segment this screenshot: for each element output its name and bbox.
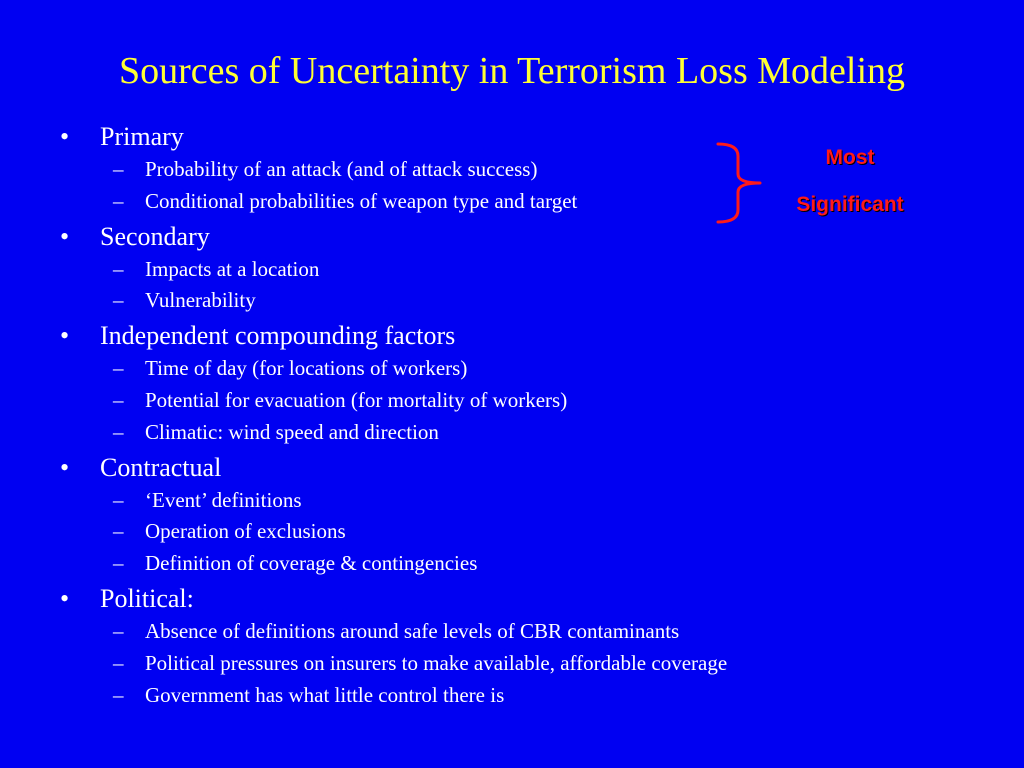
bullet-item [58, 220, 958, 254]
sub-item [58, 516, 958, 548]
section-political [58, 582, 958, 711]
sub-item-text: ‘Event’ definitions [145, 487, 302, 512]
dash-marker: – [113, 419, 124, 444]
dash-marker: – [113, 256, 124, 281]
bullet-dot: • [60, 321, 70, 351]
sub-item-text: Operation of exclusions [145, 519, 346, 544]
bullet-item [58, 319, 958, 353]
dash-marker: – [113, 487, 124, 512]
section-contractual [58, 451, 958, 580]
dash-marker: – [113, 288, 124, 313]
annotation-significant: Significant [796, 193, 904, 216]
sub-item-text: Conditional probabilities of weapon type and target [145, 188, 578, 213]
sub-list [58, 485, 958, 580]
sub-list [58, 616, 958, 711]
sub-item-text: Probability of an attack (and of attack success) [145, 157, 538, 181]
dash-marker: – [113, 157, 124, 181]
bullet-label: Contractual [100, 452, 222, 482]
bullet-item [58, 582, 958, 616]
sub-item-text: Absence of definitions around safe levels of CBR contaminants [145, 618, 680, 643]
sub-item [58, 254, 958, 286]
dash-marker: – [113, 188, 124, 213]
sub-item-text: Potential for evacuation (for mortality of workers) [145, 387, 568, 412]
bullet-label: Independent compounding factors [100, 321, 456, 351]
dash-marker: – [113, 519, 124, 544]
sub-list [58, 254, 958, 318]
sub-item [58, 616, 958, 648]
sub-item-text: Government has what little control there is [145, 682, 505, 707]
bullet-label: Political: [100, 583, 194, 613]
sub-item [58, 417, 958, 449]
sub-list [58, 353, 958, 448]
sub-item-text: Time of day (for locations of workers) [145, 356, 468, 381]
sub-item [58, 485, 958, 517]
sub-item [58, 680, 958, 712]
bullet-dot: • [60, 221, 70, 251]
bullet-dot: • [60, 583, 70, 613]
dash-marker: – [113, 356, 124, 381]
dash-marker: – [113, 650, 124, 675]
sub-item [58, 285, 958, 317]
sub-item-text: Impacts at a location [145, 256, 320, 281]
slide-title: Sources of Uncertainty in Terrorism Loss Modeling [118, 50, 906, 92]
sub-item [58, 385, 958, 417]
curly-brace-icon [712, 140, 764, 226]
dash-marker: – [113, 387, 124, 412]
bullet-label: Secondary [100, 221, 210, 251]
bullet-item [58, 451, 958, 485]
annotation-most: Most [825, 146, 875, 169]
section-independent-factors [58, 319, 958, 448]
sub-item [58, 353, 958, 385]
dash-marker: – [113, 551, 124, 576]
bullet-label: Primary [100, 122, 184, 151]
sub-item-text: Political pressures on insurers to make available, affordable coverage [145, 650, 728, 675]
sub-item-text: Vulnerability [145, 288, 256, 313]
sub-item-text: Climatic: wind speed and direction [145, 419, 439, 444]
dash-marker: – [113, 682, 124, 707]
section-secondary [58, 220, 958, 318]
sub-item [58, 548, 958, 580]
sub-item-text: Definition of coverage & contingencies [145, 551, 478, 576]
sub-item [58, 648, 958, 680]
bullet-dot: • [60, 452, 70, 482]
dash-marker: – [113, 618, 124, 643]
bullet-dot: • [60, 122, 70, 151]
